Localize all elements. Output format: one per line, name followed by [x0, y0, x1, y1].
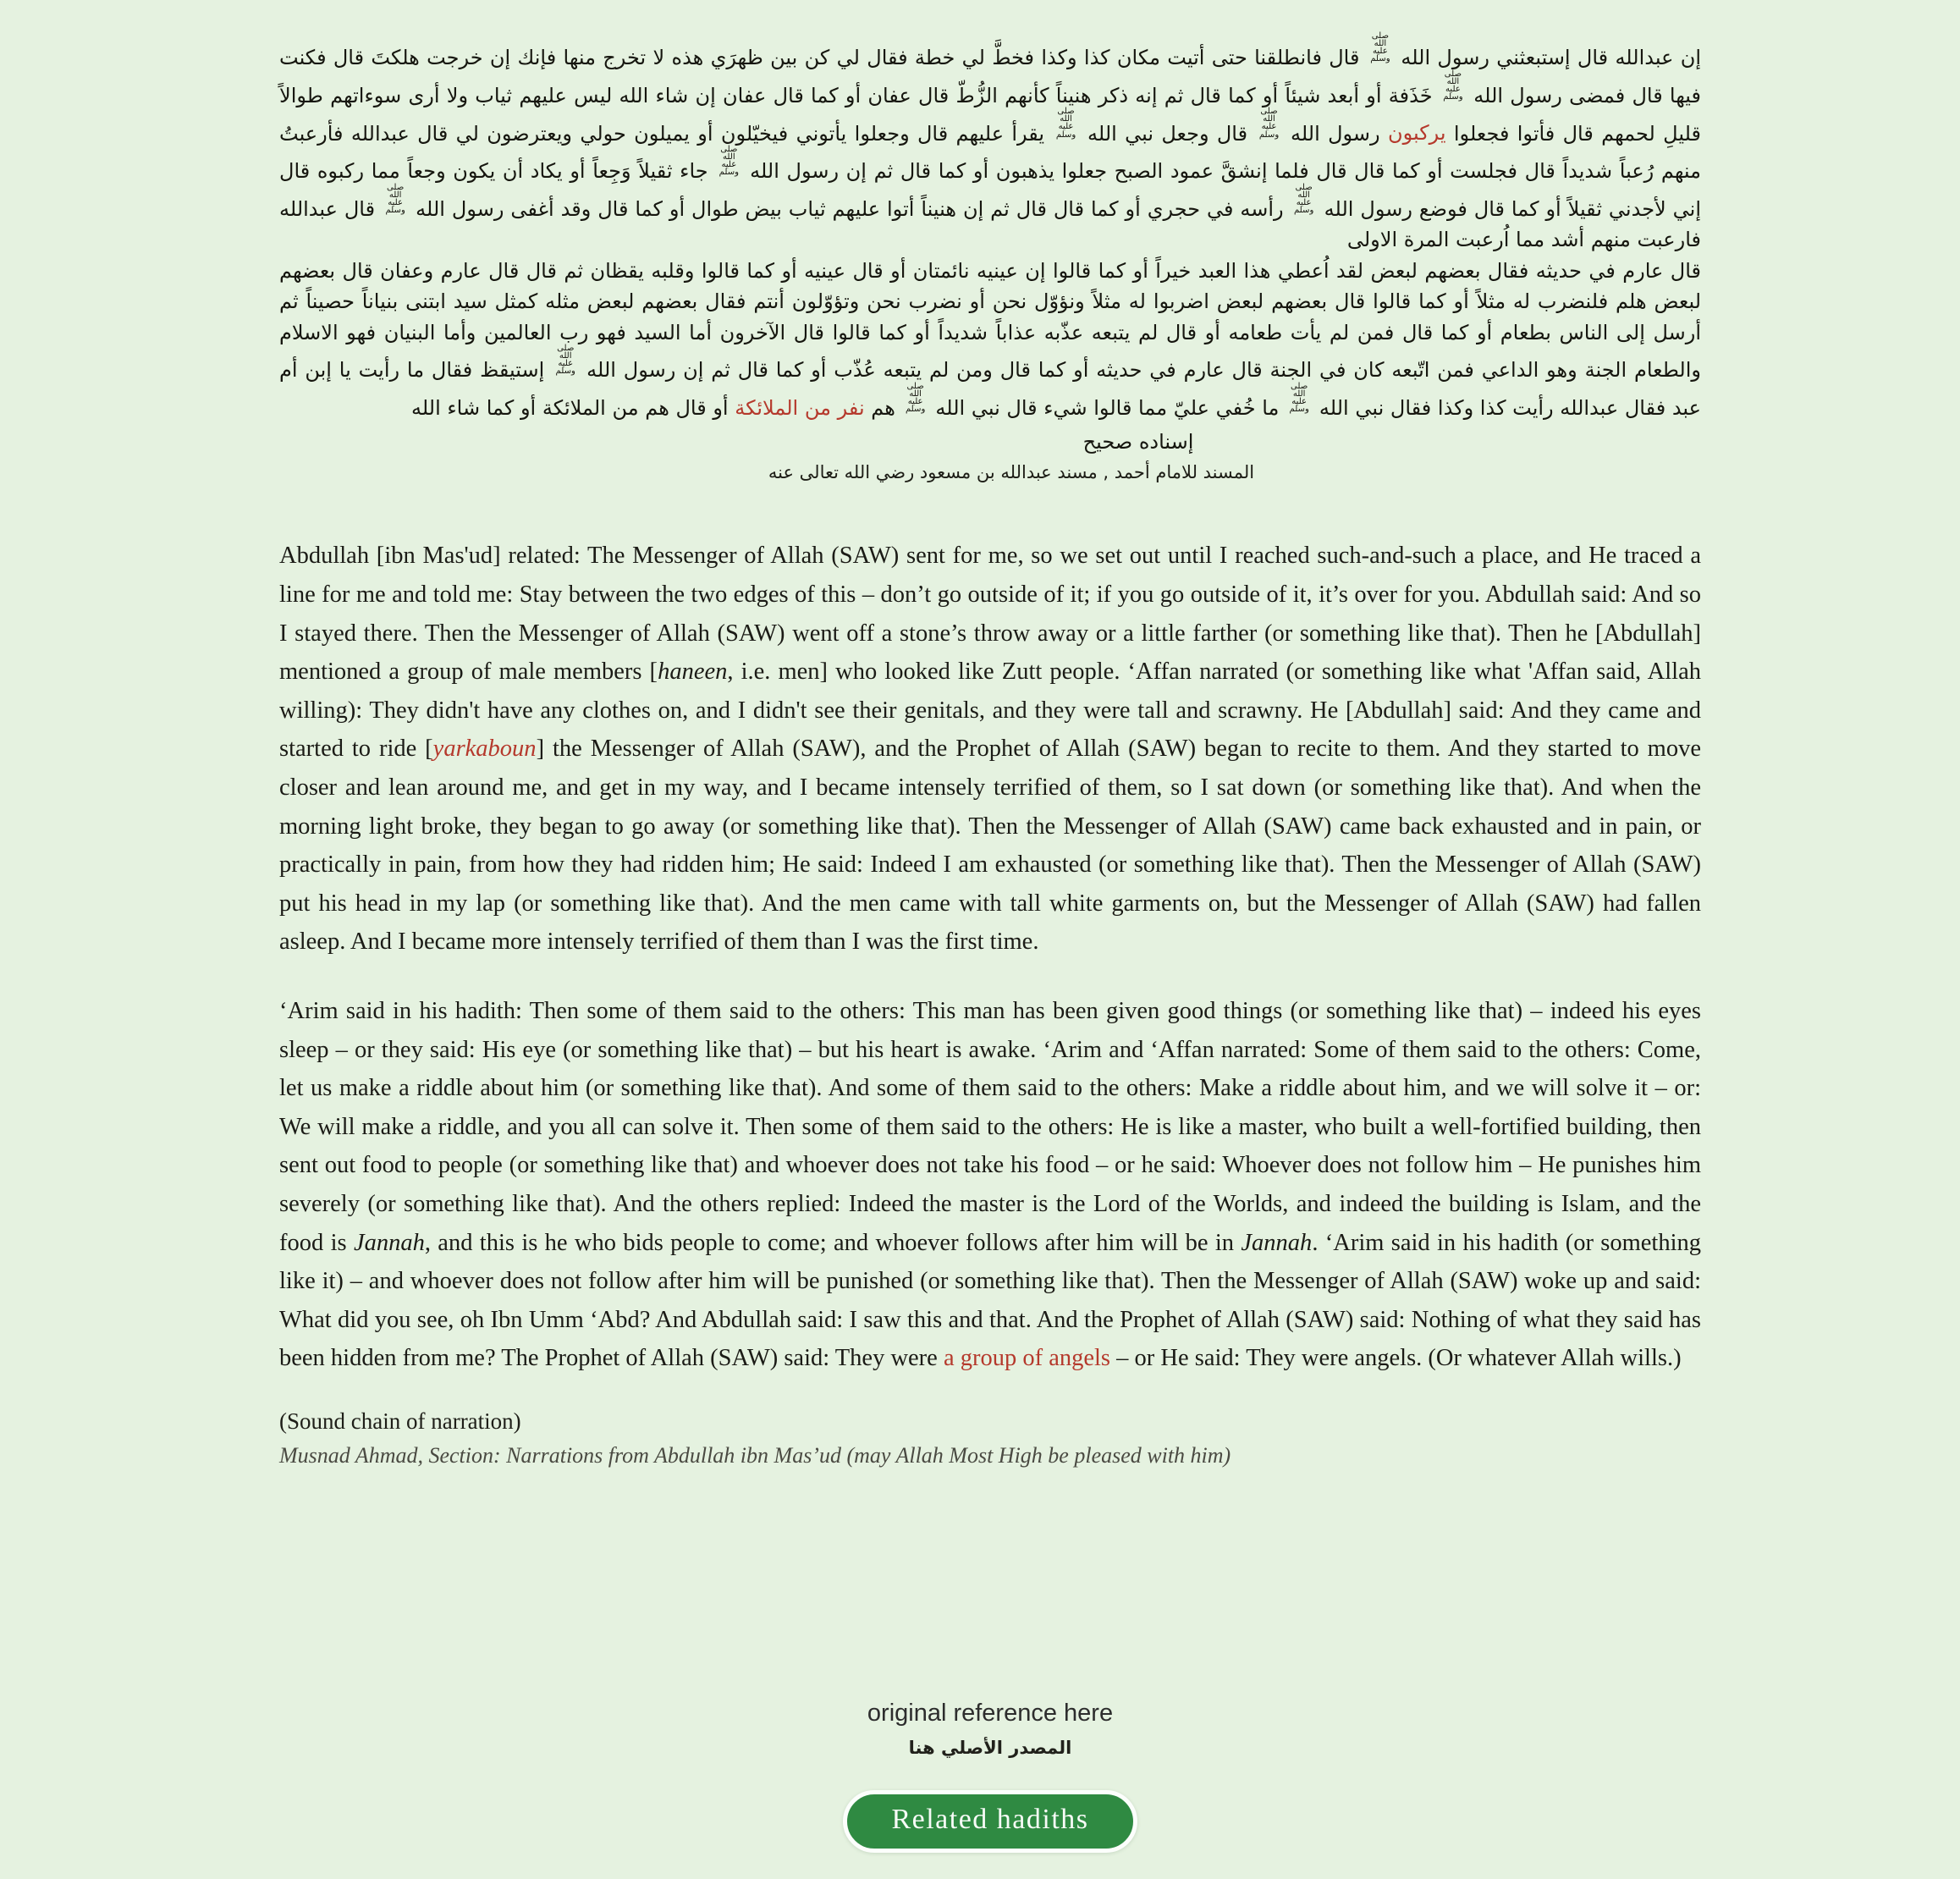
salla-llahu-alayhi-wa-sallam-glyph: صلى الله عليه وسلم	[1258, 107, 1280, 140]
salla-llahu-alayhi-wa-sallam-glyph: صلى الله عليه وسلم	[718, 144, 740, 178]
english-paragraph-2: ‘Arim said in his hadith: Then some of them said to the others: This man has been given good things (or something like that) – indeed his eyes sleep – or they said: His eye (or something like that) – but his heart is awake. ‘Arim and ‘Affan narrated: Some of them said to the others: Come, let us make a riddle about him (or something like that). And some of them said to the others: Make a riddle about him, and we will solve it – or: We will make a riddle, and you all can solve it. Then some of them said to the others: He is like a master, who built a well-fortified building, then sent out food to people (or something like that) and whoever does not take his food – or he said: Whoever does not follow him – He punishes him severely (or something like that). And the others replied: Indeed the master is the Lord of the Worlds, and indeed the building is Islam, and the food is Jannah, and this is he who bids people to come; and whoever follows after him will be in Jannah. ‘Arim said in his hadith (or something like it) – and whoever does not follow after him will be punished (or something like that). Then the Messenger of Allah (SAW) woke up and said: What did you see, oh Ibn Umm ‘Abd? And Abdullah said: I saw this and that. And the Prophet of Allah (SAW) said: Nothing of what they said has been hidden from me? The Prophet of Allah (SAW) said: They were a group of angels – or He said: They were angels. (Or whatever Allah wills.)	[279, 998, 1702, 1372]
salla-llahu-alayhi-wa-sallam-glyph: صلى الله عليه وسلم	[905, 381, 926, 414]
sound-chain-note: (Sound chain of narration)	[279, 1408, 521, 1434]
salla-llahu-alayhi-wa-sallam-glyph: صلى الله عليه وسلم	[1055, 107, 1076, 140]
salla-llahu-alayhi-wa-sallam-glyph: صلى الله عليه وسلم	[1293, 182, 1314, 215]
arabic-paragraph-2: قال عارم في حديثه فقال بعضهم لبعض لقد اُعطي هذا العبد خيراً أو كما قالوا إن عينيه نائمتان أو قال عينيه أو كما قالوا وقلبه يقظان ثم قال قال عارم وعفان قال بعضهم لبعض هلم فلنضرب له مثلاً أو كما قالوا قال بعضهم لبعض اضربوا له مثلاً ونؤوّل نحن أو نضرب نحن وتؤوّلون أنتم فقال بعضهم لبعض مثله كمثل سيد ابتنى بنياناً حصيناً ثم أرسل إلى الناس بطعام أو كما قال فمن لم يأت طعامه أو قال لم يتبعه عذّبه عذاباً شديداً أو كما قالوا قال الآخرون أما السيد فهو رب العالمين وأما البنيان فهو الاسلام والطعام الجنة وهو الداعي فمن اتّبعه كان في الجنة قال عارم في حديثه أو كما قال ومن لم يتبعه عُذّب أو كما قال ثم إن رسول الله صلى الله عليه وسلم إستيقظ فقال ما رأيت يا إبن أم عبد فقال عبدالله رأيت كذا وكذا فقال نبي الله صلى الله عليه وسلم ما خُفي عليّ مما قالوا شيء قال نبي الله صلى الله عليه وسلم هم نفر من الملائكة أو قال هم من الملائكة أو كما شاء الله	[279, 258, 1701, 420]
original-reference-link-arabic[interactable]: المصدر الأصلي هنا	[908, 1738, 1072, 1758]
arabic-source-line: المسند للامام أحمد , مسند عبدالله بن مسعود رضي الله تعالى عنه	[768, 462, 1255, 483]
page-footer	[279, 1700, 1701, 1853]
related-hadiths-button[interactable]: Related hadiths	[843, 1790, 1137, 1853]
english-translation	[279, 537, 1701, 1468]
salla-llahu-alayhi-wa-sallam-glyph: صلى الله عليه وسلم	[385, 182, 405, 215]
salla-llahu-alayhi-wa-sallam-glyph: صلى الله عليه وسلم	[1443, 69, 1463, 102]
english-paragraph-1: Abdullah [ibn Mas'ud] related: The Messenger of Allah (SAW) sent for me, so we set out until I reached such-and-such a place, and He traced a line for me and told me: Stay between the two edges of this – don’t go outside of it; if you go outside of it, it’s over for you. Abdullah said: And so I stayed there. Then the Messenger of Allah (SAW) went off a stone’s throw away or a little farther (or something like that). Then he [Abdullah] mentioned a group of male members [haneen, i.e. men] who looked like Zutt people. ‘Affan narrated (or something like what 'Affan said, Allah willing): They didn't have any clothes on, and I didn't see their genitals, and they were tall and scrawny. He [Abdullah] said: And they came and started to ride [yarkaboun] the Messenger of Allah (SAW), and the Prophet of Allah (SAW) began to recite to them. And they started to move closer and lean around me, and get in my way, and I became intensely terrified of them, so I sat down (or something like that). And when the morning light broke, they began to go away (or something like that). Then the Messenger of Allah (SAW) came back exhausted and in pain, or practically in pain, from how they had ridden him; He said: Indeed I am exhausted (or something like that). Then the Messenger of Allah (SAW) put his head in my lap (or something like that). And the men came with tall white garments on, but the Messenger of Allah (SAW) had fallen asleep. And I became more intensely terrified of them than I was the first time.	[279, 543, 1701, 956]
citation-line: Musnad Ahmad, Section: Narrations from Abdullah ibn Mas’ud (may Allah Most High be pleased with him)	[279, 1442, 1231, 1468]
hadith-content	[279, 31, 1702, 1468]
arabic-isnad-grading: إسناده صحيح	[1082, 430, 1194, 455]
salla-llahu-alayhi-wa-sallam-glyph: صلى الله عليه وسلم	[1370, 31, 1390, 64]
arabic-hadith-text	[279, 31, 1702, 423]
arabic-paragraph-1: إن عبدالله قال إستبعثني رسول الله صلى الله عليه وسلم قال فانطلقنا حتى أتيت مكان كذا وكذا فخطَّ لي خطة فقال لي كن بين ظهرَي هذه لا تخرج منها فإنك إن خرجت هلكتَ قال فكنت فيها قال فمضى رسول الله صلى الله عليه وسلم خَذَفة أو أبعد شيئاً أو كما قال ثم إنه ذكر هنيناً كأنهم الزُّطّ قال عفان أو كما قال عفان إن شاء الله ليس عليهم ثياب ولا أرى سوءاتهم طوالاً قليلِ لحمهم قال فأتوا فجعلوا يركبون رسول الله صلى الله عليه وسلم قال وجعل نبي الله صلى الله عليه وسلم يقرأ عليهم قال وجعلوا يأتوني فيخيّلون أو يميلون حولي ويعترضون لي قال عبدالله فأرعبتُ منهم رُعباً شديداً قال فجلست أو كما قال قال فلما إنشقَّ عمود الصبح جعلوا يذهبون أو كما قال ثم إن رسول الله صلى الله عليه وسلم جاء ثقيلاً وَجِعاً أو يكاد أن يكون وجعاً مما ركبوه قال إني لأجدني ثقيلاً أو كما قال فوضع رسول الله صلى الله عليه وسلم رأسه في حجري أو كما قال قال ثم إن هنيناً أتوا عليهم ثياب بيض طوال أو كما قال وقد أغفى رسول الله صلى الله عليه وسلم قال عبدالله فارعبت منهم أشد مما اُرعبت المرة الاولى	[279, 31, 1702, 252]
salla-llahu-alayhi-wa-sallam-glyph: صلى الله عليه وسلم	[1289, 381, 1309, 414]
original-reference-link[interactable]: original reference here	[867, 1700, 1114, 1727]
salla-llahu-alayhi-wa-sallam-glyph: صلى الله عليه وسلم	[555, 344, 575, 377]
